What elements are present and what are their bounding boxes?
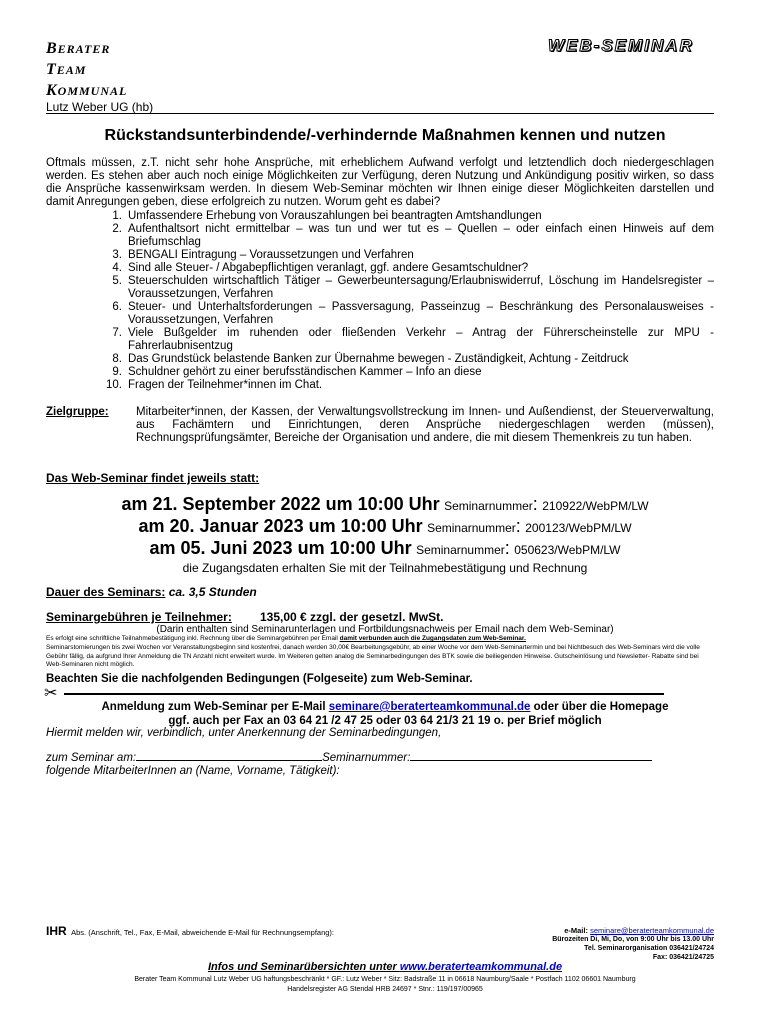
list-item: 1. Umfassendere Erhebung von Vorauszahlungen bei beantragten Amtshandlungen <box>112 210 542 222</box>
fees-fine-print-1: Es erfolgt eine schriftliche Teilnahmebestätigung inkl. Rechnung über die Seminargebühren per Email damit verbunden auch die Zugangsdaten zum Web-Seminar. <box>46 635 526 642</box>
cut-line <box>64 693 664 695</box>
intro-paragraph: Oftmals müssen, z.T. nicht sehr hohe Ansprüche, mit erheblichem Aufwand verfolgt und letztendlich doch niedergeschlagen werden. Es stehen aber auch noch einige Möglichkeiten zur Verfügung, deren Nutzung und Ankündigung positiv wirken, so dass die Ansprüche kassenwirksam werden. In diesem Web-Seminar möchten wir Ihnen einige dieser Möglichkeiten darstellen und damit Anregungen geben, diese erfolgreich zu nutzen. Worum geht es dabei? <box>46 157 714 208</box>
fees-label: Seminargebühren je Teilnehmer: <box>46 610 232 624</box>
sender-field[interactable]: IHR Abs. (Anschrift, Tel., Fax, E-Mail, abweichende E-Mail für Rechnungsempfang): <box>46 924 335 938</box>
access-note: die Zugangsdaten erhalten Sie mit der Teilnahmebestätigung und Rechnung <box>182 561 588 575</box>
website-link[interactable]: www.beraterteamkommunal.de <box>399 961 563 973</box>
logo <box>46 40 127 100</box>
header-divider <box>46 113 714 114</box>
dates-heading: Das Web-Seminar findet jeweils statt: <box>46 471 260 485</box>
footer-company-line: Berater Team Kommunal Lutz Weber UG haftungsbeschränkt * GF.: Lutz Weber * Sitz: Badstraße 11 in 06618 Naumburg/Saale * Postfach 1102 06601 Naumburg <box>134 976 636 983</box>
company-name: Lutz Weber UG (hb) <box>46 100 154 114</box>
fees-value: 135,00 € zzgl. der gesetzl. MwSt. <box>260 610 444 624</box>
list-item: 4. Sind alle Steuer- / Abgabepflichtigen veranlagt, ggf. andere Gesamtschuldner? <box>112 262 529 274</box>
contact-email-link[interactable]: seminare@beraterteamkommunal.de <box>590 926 714 935</box>
registration-line-2: ggf. auch per Fax an 03 64 21 /2 47 25 oder 03 64 21/3 21 19 o. per Brief möglich <box>168 715 602 727</box>
office-hours: Bürozeiten Di, Mi, Do, von 9:00 Uhr bis 13.00 Uhr <box>552 936 714 943</box>
contact-tel: Tel. Seminarorganisation 036421/24724 <box>584 945 714 952</box>
target-group-text: Mitarbeiter*innen, der Kassen, der Verwaltungsvollstreckung im Innen- und Außendienst, der Steuerverwaltung, aus Fachämtern und Einrichtungen, deren Ansprüche niedergeschlagen werden (müssen), Rechnungsprüfungsämter, Bereiche der Organisation und andere, die mit diesem Themenkreis zu tun haben. <box>136 406 714 444</box>
list-item: 7. Viele Bußgelder im ruhenden oder fließenden Verkehr – Antrag der Führerscheinstelle zur MPU - Fahrerlaubnisentzug <box>112 327 714 352</box>
list-item: 2. Aufenthaltsort nicht ermittelbar – was tun und wer tut es – Quellen – oder einfach einen Hinweis auf dem Briefumschlag <box>112 223 714 248</box>
conditions-note: Beachten Sie die nachfolgenden Bedingungen (Folgeseite) zum Web-Seminar. <box>46 673 473 685</box>
contact-fax: Fax: 036421/24725 <box>652 954 714 961</box>
list-item: 5. Steuerschulden wirtschaftlich Tätiger – Gewerbeuntersagung/Erlaubniswiderruf, Löschung im Handelsregister – Voraussetzungen, Verfahren <box>112 275 714 300</box>
web-seminar-badge: WEB-SEMINAR <box>548 36 694 55</box>
logo-line-berater: BERATER <box>46 40 111 57</box>
scissors-icon: ✂ <box>44 685 58 702</box>
registration-email-link[interactable]: seminare@beraterteamkommunal.de <box>328 701 531 713</box>
participants-label: folgende MitarbeiterInnen an (Name, Vorname, Tätigkeit): <box>46 765 340 777</box>
fees-fine-print-2: Seminarstornierungen bis zwei Wochen vor Veranstaltungsbeginn sind kostenfrei, danach werden 30,00€ Bearbeitungsgebühr, ab einer Woche vor dem Web-Seminartermin und bei Nichtbesuch des Web-Seminars wird die volle Gebühr fällig, da aufgrund Ihrer Anmeldung die TN Anzahl nicht erweitert wurde. Im Weiteren gelten analog die Seminarbedingungen des BTK sowie die beiliegenden Hinweise. Gutscheinlösung und Newsletter- Rabatte sind bei Web-Seminaren nicht möglich. <box>46 644 700 668</box>
date-row-1: am 21. September 2022 um 10:00 Uhr Seminarnummer: 210922/WebPM/LW <box>121 494 649 514</box>
footer-register-line: Handelsregister AG Stendal HRB 24697 * Stnr.: 119/197/00965 <box>287 986 483 993</box>
logo-line-team: TEAM <box>46 61 87 78</box>
list-item: 3. BENGALI Eintragung – Voraussetzungen und Verfahren <box>112 249 414 261</box>
page-title: Rückstandsunterbindende/-verhindernde Maßnahmen kennen und nutzen <box>104 127 666 144</box>
date-row-2: am 20. Januar 2023 um 10:00 Uhr Seminarnummer: 200123/WebPM/LW <box>138 516 632 536</box>
target-group-label: Zielgruppe: <box>46 406 109 418</box>
list-item: 10. Fragen der Teilnehmer*innen im Chat. <box>106 379 323 391</box>
topic-list <box>104 210 714 392</box>
contact-email: e-Mail: seminare@beraterteamkommunal.de <box>564 926 714 935</box>
list-item: 8. Das Grundstück belastende Banken zur Übernahme bewegen - Zuständigkeit, Achtung - Zeitdruck <box>112 353 629 365</box>
seminar-date-field[interactable]: zum Seminar am: Seminarnummer: <box>46 752 652 764</box>
registration-line-1: Anmeldung zum Web-Seminar per E-Mail seminare@beraterteamkommunal.de oder über die Homepage <box>101 701 669 713</box>
fees-note: (Darin enthalten sind Seminarunterlagen und Fortbildungsnachweis per Email nach dem Web-Seminar) <box>156 624 614 635</box>
date-row-3: am 05. Juni 2023 um 10:00 Uhr Seminarnummer: 050623/WebPM/LW <box>149 538 621 558</box>
list-item: 6. Steuer- und Unterhaltsforderungen – Passversagung, Passeinzug – Beschränkung des Personalausweises - Voraussetzungen, Verfahren <box>112 301 714 326</box>
list-item: 9. Schuldner gehört zu einer berufsständischen Kammer – Info an diese <box>112 366 482 378</box>
footer-info: Infos und Seminarübersichten unter www.beraterteamkommunal.de <box>207 961 563 973</box>
duration: Dauer des Seminars: ca. 3,5 Stunden <box>46 585 257 599</box>
logo-line-kommunal: KOMMUNAL <box>46 82 128 99</box>
registration-line-3: Hiermit melden wir, verbindlich, unter Anerkennung der Seminarbedingungen, <box>46 727 442 739</box>
